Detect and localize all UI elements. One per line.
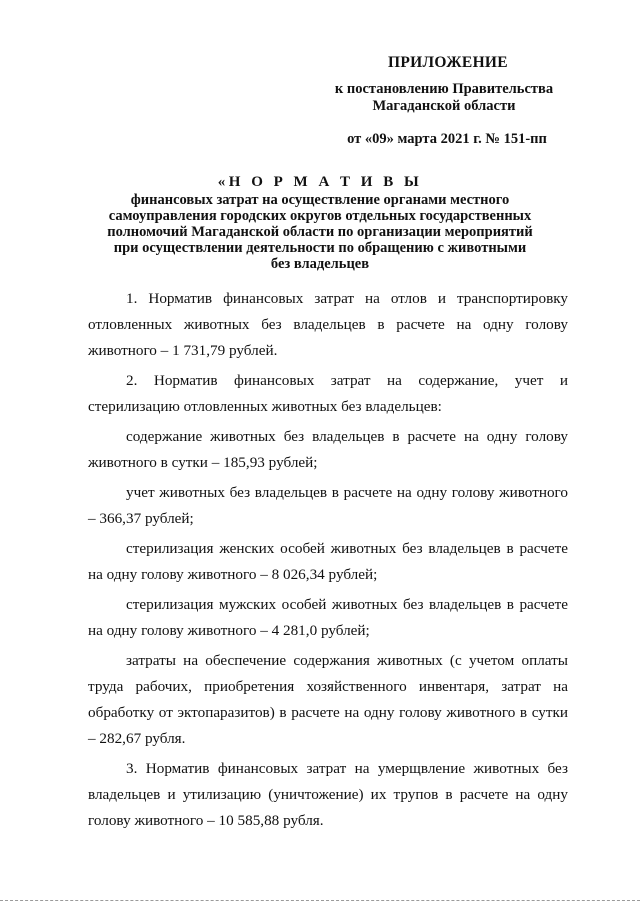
heading-title: «Н О Р М А Т И В Ы [217, 174, 423, 190]
paragraph-upkeep-costs: затраты на обеспечение содержания животных (с учетом оплаты труда рабочих, приобретения хозяйственного инвентаря, затрат на обработку от эктопаразитов) в расчете на одну голову животного в сутки – 282,67 рубля. [88, 652, 568, 747]
appendix-date-number: от «09» марта 2021 г. № 151-пп [347, 131, 547, 147]
heading-line: без владельцев [270, 256, 370, 272]
heading-line: самоуправления городских округов отдельных государственных [108, 208, 532, 224]
paragraph-male-sterilization: стерилизация мужских особей животных без владельцев в расчете на одну голову животного – 4 281,0 рублей; [88, 596, 568, 639]
appendix-block [300, 54, 570, 148]
heading-line: при осуществлении деятельности по обращению с животными [113, 240, 527, 256]
heading-line: финансовых затрат на осуществление органами местного [130, 192, 510, 208]
appendix-reference-line-2: Магаданской области [372, 98, 516, 114]
appendix-title: ПРИЛОЖЕНИЕ [388, 54, 508, 71]
page-bottom-divider [0, 900, 640, 902]
paragraph-item-2: 2. Норматив финансовых затрат на содержание, учет и стерилизацию отловленных животных без владельцев: [88, 372, 568, 415]
document-body [88, 286, 568, 834]
heading-line: полномочий Магаданской области по организации мероприятий [107, 224, 533, 240]
paragraph-registration: учет животных без владельцев в расчете на одну голову животного – 366,37 рублей; [88, 484, 568, 527]
paragraph-maintenance: содержание животных без владельцев в расчете на одну голову животного в сутки – 185,93 рублей; [88, 428, 568, 471]
appendix-reference-line-1: к постановлению Правительства [334, 81, 554, 97]
document-heading [70, 174, 570, 272]
paragraph-female-sterilization: стерилизация женских особей животных без владельцев в расчете на одну голову животного – 8 026,34 рублей; [88, 540, 568, 583]
paragraph-item-3: 3. Норматив финансовых затрат на умерщвление животных без владельцев и утилизацию (уничтожение) их трупов в расчете на одну голову животного – 10 585,88 рубля. [88, 760, 568, 829]
paragraph-item-1: 1. Норматив финансовых затрат на отлов и транспортировку отловленных животных без владельцев в расчете на одну голову животного – 1 731,79 рублей. [88, 290, 568, 359]
